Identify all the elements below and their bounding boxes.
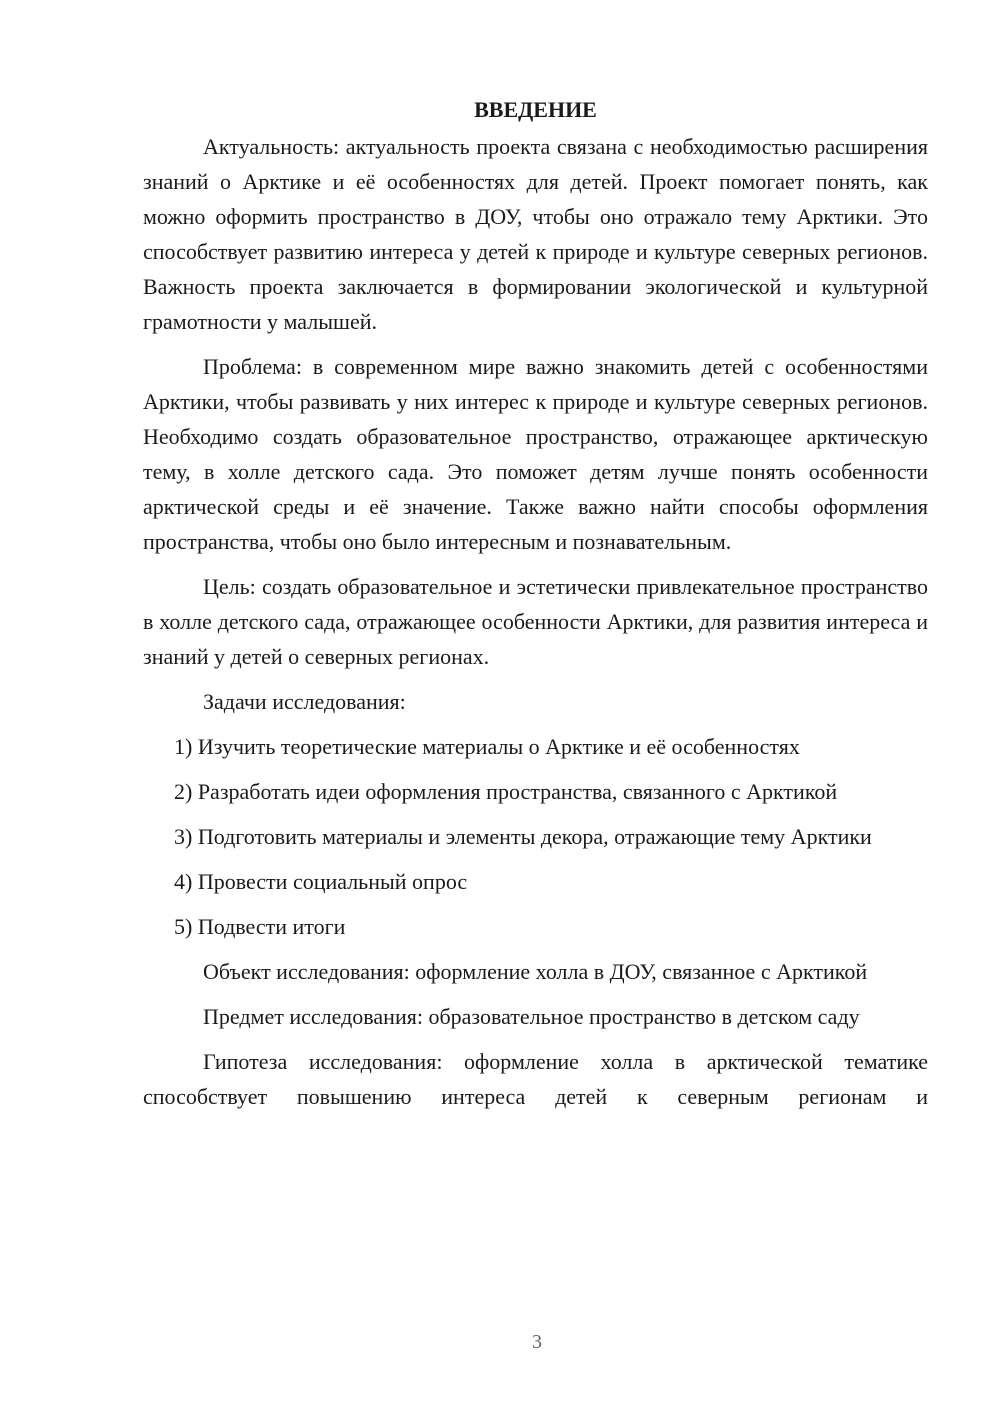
task-item-1: 1) Изучить теоретические материалы о Арктике и её особенностях xyxy=(174,734,800,759)
page-title: ВВЕДЕНИЕ xyxy=(474,97,597,122)
paragraph-hypothesis: Гипотеза исследования: оформление холла в арктической тематике способствует повышению интереса детей к северным регионам и xyxy=(143,1049,928,1109)
task-item-5: 5) Подвести итоги xyxy=(174,914,346,939)
tasks-heading: Задачи исследования: xyxy=(203,689,406,714)
paragraph-relevance: Актуальность: актуальность проекта связана с необходимостью расширения знаний о Арктике и её особенностях для детей. Проект помогает понять, как можно оформить пространство в ДОУ, чтобы оно отражало тему Арктики. Это способствует развитию интереса у детей к природе и культуре северных регионов. Важность проекта заключается в формировании экологической и культурной грамотности у малышей. xyxy=(143,134,928,334)
page-number: 3 xyxy=(532,1331,542,1353)
document-page xyxy=(143,92,928,1114)
task-item-2: 2) Разработать идеи оформления пространства, связанного с Арктикой xyxy=(174,779,838,804)
paragraph-subject: Предмет исследования: образовательное пространство в детском саду xyxy=(203,1004,860,1029)
task-item-4: 4) Провести социальный опрос xyxy=(174,869,468,894)
paragraph-object: Объект исследования: оформление холла в ДОУ, связанное с Арктикой xyxy=(203,959,868,984)
paragraph-goal: Цель: создать образовательное и эстетически привлекательное пространство в холле детского сада, отражающее особенности Арктики, для развития интереса и знаний у детей о северных регионах. xyxy=(143,574,928,669)
task-item-3: 3) Подготовить материалы и элементы декора, отражающие тему Арктики xyxy=(174,824,872,849)
paragraph-problem: Проблема: в современном мире важно знакомить детей с особенностями Арктики, чтобы развивать у них интерес к природе и культуре северных регионов. Необходимо создать образовательное пространство, отражающее арктическую тему, в холле детского сада. Это поможет детям лучше понять особенности арктической среды и её значение. Также важно найти способы оформления пространства, чтобы оно было интересным и познавательным. xyxy=(143,354,928,554)
